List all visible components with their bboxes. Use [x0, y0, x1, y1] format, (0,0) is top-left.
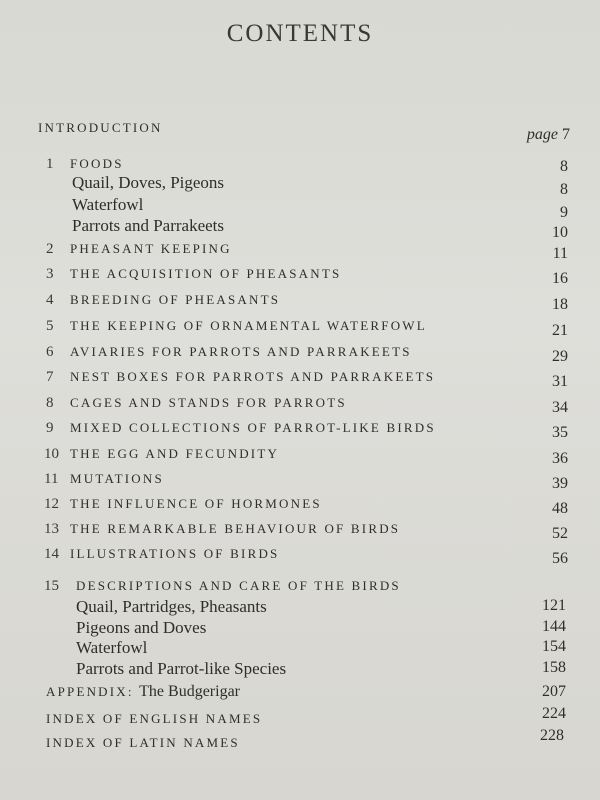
toc-page: 31 — [552, 373, 568, 390]
appendix-label — [46, 683, 240, 701]
chapter-number: 14 — [44, 546, 59, 562]
toc-label: INDEX OF LATIN NAMES — [46, 735, 240, 750]
toc-sublabel: Waterfowl — [72, 195, 144, 214]
chapter-number: 15 — [44, 578, 59, 594]
toc-page: 52 — [552, 525, 568, 542]
toc-row — [0, 266, 600, 288]
toc-subrow — [0, 597, 600, 619]
toc-sublabel: Parrots and Parrot-like Species — [76, 659, 287, 678]
toc-page: 36 — [552, 450, 568, 467]
toc-page: 10 — [552, 224, 568, 241]
toc-label: PHEASANT KEEPING — [70, 241, 232, 256]
toc-page: 39 — [552, 475, 568, 492]
toc-page: 29 — [552, 348, 568, 365]
chapter-number: 1 — [46, 156, 54, 172]
toc-row-index-latin — [0, 727, 600, 757]
toc-label: CAGES AND STANDS FOR PARROTS — [70, 395, 347, 410]
toc-label: ILLUSTRATIONS OF BIRDS — [70, 546, 280, 561]
toc-row-appendix — [0, 683, 600, 705]
toc-label: MIXED COLLECTIONS OF PARROT-LIKE BIRDS — [70, 420, 436, 435]
toc-subrow — [0, 638, 600, 660]
toc-row — [0, 471, 600, 493]
toc-sublabel: Quail, Partridges, Pheasants — [76, 597, 267, 616]
toc-label: THE INFLUENCE OF HORMONES — [70, 496, 322, 511]
toc-label: INDEX OF ENGLISH NAMES — [46, 711, 263, 726]
toc-row — [0, 344, 600, 366]
toc-row — [0, 292, 600, 314]
toc-label: FOODS — [70, 156, 124, 171]
chapter-number: 12 — [44, 496, 59, 512]
toc-sublabel: Parrots and Parrakeets — [72, 216, 225, 235]
toc-row-introduction — [0, 120, 600, 142]
toc-page: 158 — [542, 659, 566, 676]
toc-row — [0, 420, 600, 442]
toc-page: 56 — [552, 550, 568, 567]
toc-label: THE REMARKABLE BEHAVIOUR OF BIRDS — [70, 521, 401, 536]
toc-page: 11 — [552, 245, 568, 262]
toc-row — [0, 241, 600, 263]
toc-label: THE EGG AND FECUNDITY — [70, 446, 280, 461]
toc-row — [0, 446, 600, 468]
chapter-number: 6 — [46, 344, 54, 360]
toc-page: 8 — [560, 158, 568, 175]
toc-page: 224 — [542, 705, 566, 722]
toc-row — [0, 546, 600, 568]
toc-page: 18 — [552, 296, 568, 313]
toc-row — [0, 318, 600, 340]
toc-label: NEST BOXES FOR PARROTS AND PARRAKEETS — [70, 369, 436, 384]
chapter-number: 8 — [46, 395, 54, 411]
toc-row — [0, 395, 600, 417]
toc-label: AVIARIES FOR PARROTS AND PARRAKEETS — [70, 344, 412, 359]
chapter-number: 5 — [46, 318, 54, 334]
chapter-number: 2 — [46, 241, 54, 257]
toc-row — [0, 369, 600, 391]
toc-subrow — [0, 195, 600, 221]
toc-sublabel: Quail, Doves, Pigeons — [72, 173, 225, 192]
page-title: CONTENTS — [226, 20, 374, 47]
toc-sublabel: Pigeons and Doves — [76, 618, 207, 637]
chapter-number: 3 — [46, 266, 54, 282]
page-prefix: page — [526, 126, 558, 143]
chapter-number: 9 — [46, 420, 54, 436]
chapter-number: 11 — [44, 471, 59, 487]
toc-page: 8 — [560, 181, 568, 198]
toc-page: 121 — [542, 597, 566, 614]
toc-page: 154 — [542, 638, 566, 655]
chapter-number: 7 — [46, 369, 54, 385]
toc-subrow — [0, 216, 600, 241]
chapter-number: 13 — [44, 521, 59, 537]
toc-row — [0, 521, 600, 543]
toc-page: 144 — [542, 618, 566, 635]
toc-page: 228 — [540, 727, 564, 744]
toc-label: THE KEEPING OF ORNAMENTAL WATERFOWL — [70, 318, 427, 333]
toc-row-index-english — [0, 705, 600, 733]
toc-subrow — [0, 173, 600, 198]
toc-page: 48 — [552, 500, 568, 517]
toc-label: MUTATIONS — [70, 471, 164, 486]
toc-subrow — [0, 659, 600, 681]
toc-page — [527, 126, 570, 144]
toc-sublabel: Waterfowl — [76, 638, 148, 657]
appendix-title: The Budgerigar — [139, 683, 241, 700]
toc-page: 21 — [552, 322, 568, 339]
toc-label: DESCRIPTIONS AND CARE OF THE BIRDS — [76, 578, 401, 593]
appendix-prefix: APPENDIX: — [46, 684, 134, 699]
toc-label: THE ACQUISITION OF PHEASANTS — [70, 266, 342, 281]
toc-page: 34 — [552, 399, 568, 416]
toc-subrow — [0, 618, 600, 640]
toc-page: 16 — [552, 270, 568, 287]
chapter-number: 4 — [46, 292, 54, 308]
toc-label: INTRODUCTION — [38, 120, 163, 135]
page-number: 7 — [562, 126, 570, 143]
toc-page: 9 — [560, 204, 568, 221]
chapter-number: 10 — [44, 446, 59, 462]
toc-page: 35 — [552, 424, 568, 441]
toc-label: BREEDING OF PHEASANTS — [70, 292, 281, 307]
toc-row — [0, 496, 600, 518]
toc-page: 207 — [542, 683, 566, 700]
